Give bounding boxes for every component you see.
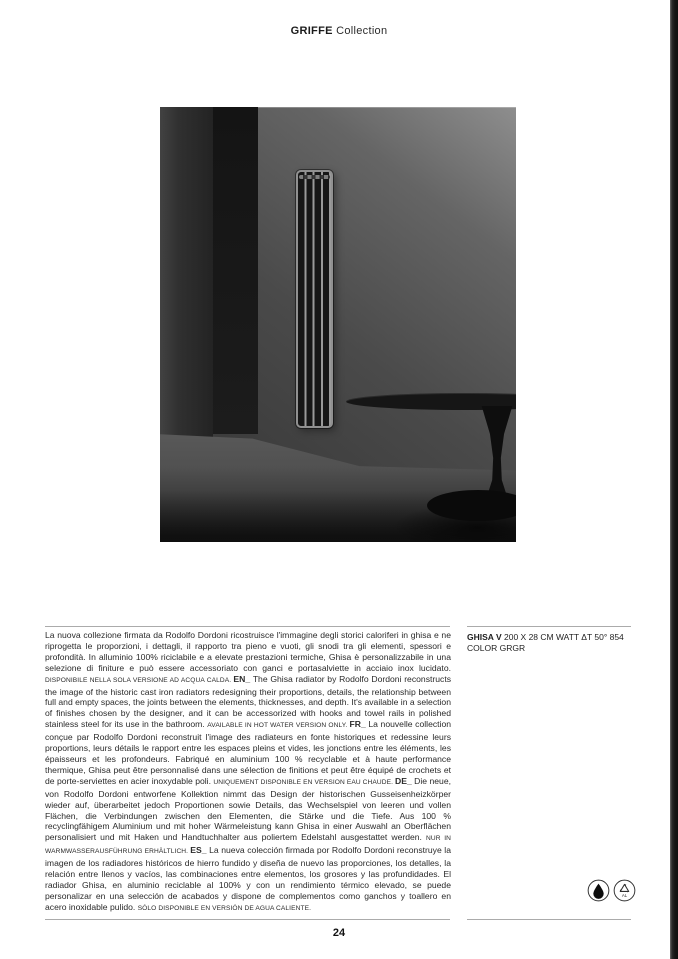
divider-bottom-right xyxy=(467,919,631,920)
paragraph-segment: ES_ xyxy=(190,845,210,856)
paragraph-segment: La nueva colección firmada por Rodolfo Dordoni reconstruye la imagen de los radiadores históricos de hierro fundido y diseña de nuevo las proporciones, los detalles, la relación entre llenos y vacíos, las combinaciones entre elementos, los grosores y las profundidades. El radiador Ghisa, en aluminio reciclable al 100% y con un rendimiento térmico elevado, se puede personalizar en una selección de acabados y dispone de complementos como ganchos y toallero en acero inoxidable pulido. xyxy=(45,845,451,912)
spec-line-1 xyxy=(467,632,635,643)
paragraph-segment: La nuova collezione firmata da Rodolfo Dordoni ricostruisce l'immagine degli storici caloriferi in ghisa e ne riprogetta le proporzioni, i dettagli, il rapporto tra pieno e vuoti, gli snodi tra gli elementi, spessori e profondità. In alluminio 100% riciclabile e a elevate prestazioni termiche, Ghisa è personalizzabile in una selezione di finiture e può essere accessoriato con ganci e portasalviette in acciaio inox lucidato. xyxy=(45,630,451,673)
page-title xyxy=(0,25,678,37)
divider-top-right xyxy=(467,626,631,627)
radiator-tube-caps xyxy=(299,175,330,179)
ghisa-radiator xyxy=(296,170,333,428)
collection-word: Collection xyxy=(336,25,388,37)
hot-water-drop-icon xyxy=(587,879,610,902)
product-spec xyxy=(467,632,635,653)
spec-line-2: COLOR GRGR xyxy=(467,642,526,653)
photo-doorway xyxy=(213,107,258,434)
feature-icons xyxy=(587,879,636,902)
paragraph-segment: La nouvelle collection conçue par Rodolfo Dordoni reconstruit l'image des radiateurs en fonte historiques et redessine leurs proportions, leurs détails le rapport entre les espaces pleins et vides, les jonctions entre les éléments, les épaisseurs et les profondeurs. Fabriqué en aluminium 100 % recyclable et à haute performance thermique, Ghisa peut être personnalisé dans une sélection de finitions et peut être équipé de crochets et de porte-serviettes en acier inoxydable poli. xyxy=(45,719,451,786)
paragraph-segment: AVAILABLE IN HOT WATER VERSION ONLY. xyxy=(207,722,350,730)
paragraph-segment: The Ghisa radiator by Rodolfo Dordoni reconstructs the image of the historic cast iron radiators redesigning their proportions, details, the relationship between full and empty spaces, the joints between the elements, thicknesses, and depth. It's available in a selection of finishes chosen by the designer, and it can be accessorized with hooks and towel rails in polished stainless steel for its use in the bathroom. xyxy=(45,673,451,730)
divider-bottom-left xyxy=(45,919,450,920)
paragraph-segment: Die neue, von Rodolfo Dordoni entworfene Kollektion nimmt das Design der historischen Gusseisenheizkörper wieder auf, überarbeitet jedoch Proportionen sowie Details, das Wechselspiel von leeren und vollen Flächen, die Verbindungen zwischen den Elementen, die Stärke und die Tiefe. Aus 100 % recyclingfähigem Aluminium und mit hoher Wärmeleistung kann Ghisa in einer Auswahl an Oberflächen personalisiert und mit Haken und Handtuchhalter aus poliertem Edelstahl ausgestattet werden. xyxy=(45,775,452,843)
description-paragraph xyxy=(45,630,451,915)
page-number: 24 xyxy=(332,927,346,939)
paragraph-segment: UNIQUEMENT DISPONIBLE EN VERSION EAU CHAUDE. xyxy=(213,778,396,786)
paragraph-segment: SÓLO DISPONIBLE EN VERSIÓN DE AGUA CALIENTE. xyxy=(137,904,312,912)
page-edge-strip xyxy=(670,0,678,959)
product-name: GHISA V xyxy=(467,632,502,642)
paragraph-segment: DE_ xyxy=(395,775,415,786)
collection-brand: GRIFFE xyxy=(290,25,333,37)
divider-top-left xyxy=(45,626,450,627)
photo-left-wall xyxy=(160,107,213,447)
product-photo xyxy=(160,107,516,542)
paragraph-segment: EN_ xyxy=(233,673,253,684)
aluminium-label: AL xyxy=(621,892,628,898)
paragraph-segment: NUR IN WARMWASSERAUSFÜHRUNG ERHÄLTLICH. xyxy=(45,835,451,856)
recyclable-aluminium-icon xyxy=(613,879,636,902)
paragraph-segment: DISPONIBILE NELLA SOLA VERSIONE AD ACQUA CALDA. xyxy=(45,676,234,684)
paragraph-segment: FR_ xyxy=(349,719,369,730)
product-dimensions: 200 X 28 CM WATT ΔT 50° 854 xyxy=(501,632,624,642)
